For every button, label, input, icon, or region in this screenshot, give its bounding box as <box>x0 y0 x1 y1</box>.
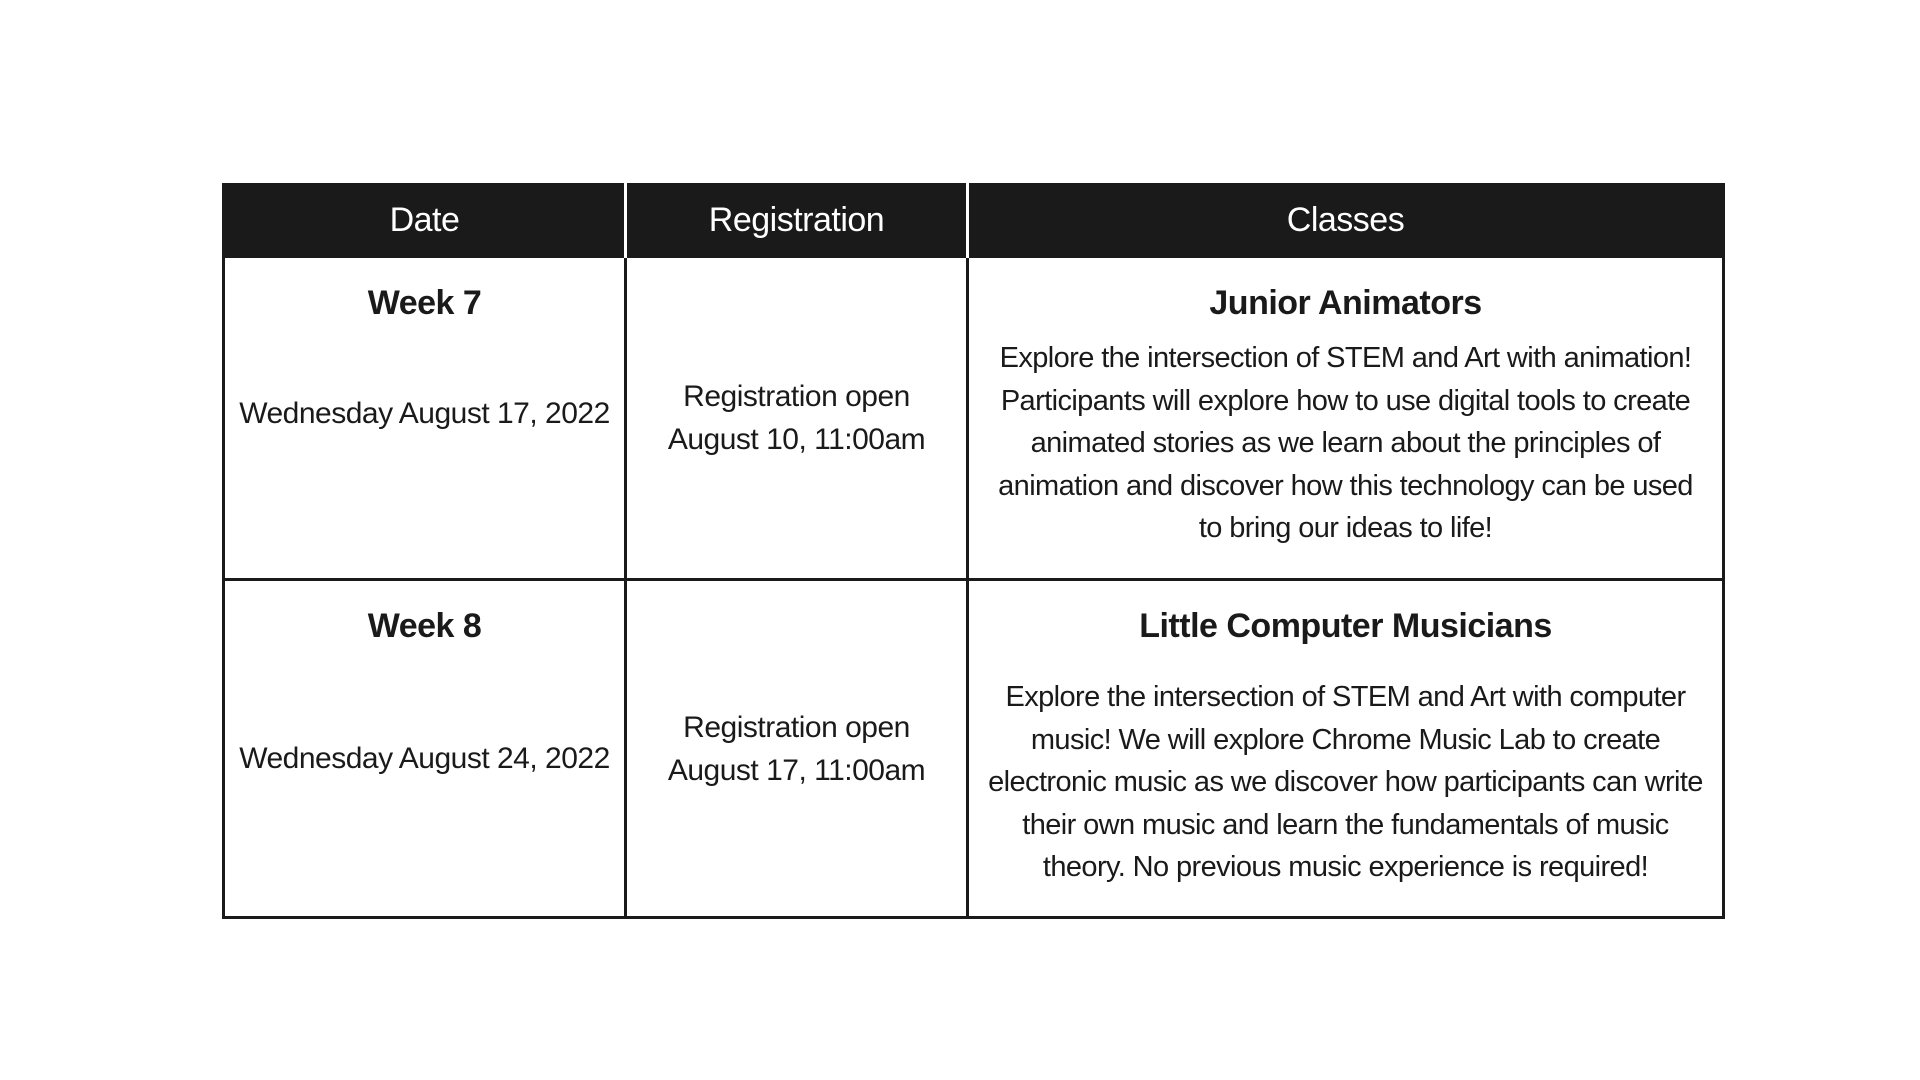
schedule-table <box>222 183 1725 919</box>
registration-datetime: August 17, 11:00am <box>667 753 926 787</box>
registration-datetime: August 10, 11:00am <box>667 423 926 456</box>
class-title: Little Computer Musicians <box>1139 607 1552 645</box>
date-cell <box>224 257 626 580</box>
registration-cell <box>626 257 968 580</box>
table-body <box>224 257 1724 918</box>
registration-status: Registration open <box>683 710 910 744</box>
header-registration: Registration <box>626 185 968 257</box>
header-classes: Classes <box>968 185 1724 257</box>
header-date: Date <box>224 185 626 257</box>
class-description: Explore the intersection of STEM and Art with animation! Participants will explore how to use digital tools to create animated stories as we learn about the principles of animation and discover how this technology can be used to bring our ideas to life! <box>998 342 1693 544</box>
week-date: Wednesday August 24, 2022 <box>239 742 610 775</box>
class-title: Junior Animators <box>1209 284 1482 322</box>
header-row <box>224 185 1724 257</box>
class-description: Explore the intersection of STEM and Art with computer music! We will explore Chrome Music Lab to create electronic music as we discover how participants can write their own music and learn the fundamentals of music theory. No previous music experience is required! <box>988 681 1703 883</box>
table-row <box>224 257 1724 580</box>
registration-status: Registration open <box>683 380 910 413</box>
table-row <box>224 580 1724 918</box>
class-cell <box>968 580 1724 918</box>
date-cell <box>224 580 626 918</box>
week-date: Wednesday August 17, 2022 <box>239 397 610 430</box>
week-label: Week 7 <box>367 284 482 322</box>
table-header <box>224 185 1724 257</box>
registration-text <box>627 706 966 792</box>
registration-cell <box>626 580 968 918</box>
week-label: Week 8 <box>367 607 482 645</box>
registration-text <box>627 375 966 461</box>
class-cell <box>968 257 1724 580</box>
